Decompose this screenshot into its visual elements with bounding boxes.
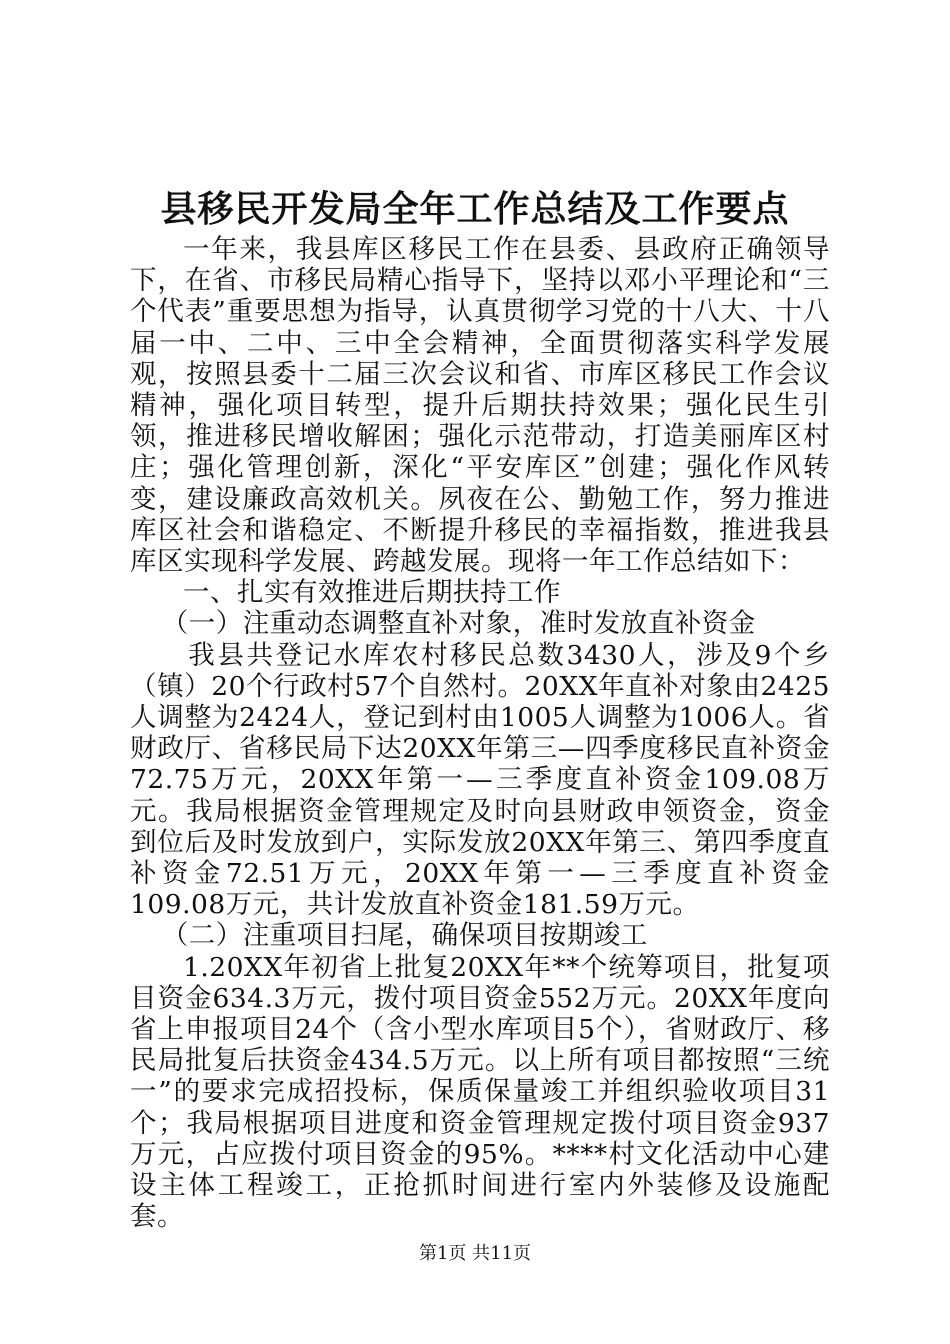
subsection-heading-1: （一）注重动态调整直补对象，准时发放直补资金	[161, 608, 756, 640]
document-title: 县移民开发局全年工作总结及工作要点	[160, 188, 790, 230]
document-body	[130, 234, 830, 1233]
subsection-1-paragraph: 我县共登记水库农村移民总数3430人，涉及9个乡（镇）20个行政村57个自然村。20XX年直补对象由2425人调整为2424人，登记到村由1005人调整为1006人。省财政厅、省移民局下达20XX年第三—四季度移民直补资金72.75万元，20XX年第一—三季度直补资金109.08万元。我局根据资金管理规定及时向县财政申领资金，资金到位后及时发放到户，实际发放20XX年第三、第四季度直补资金72.51万元，20XX年第一—三季度直补资金109.08万元，共计发放直补资金181.59万元。	[130, 639, 830, 921]
section-heading-1: 一、扎实有效推进后期扶持工作	[183, 577, 561, 609]
subsection-2-paragraph: 1.20XX年初省上批复20XX年**个统筹项目，批复项目资金634.3万元，拨付项目资金552万元。20XX年度向省上申报项目24个（含小型水库项目5个），省财政厅、移民局批复后扶资金434.5万元。以上所有项目都按照“三统一”的要求完成招投标，保质保量竣工并组织验收项目31个；我局根据项目进度和资金管理规定拨付项目资金937万元，占应拨付项目资金的95%。****村文化活动中心建设主体工程竣工，正抢抓时间进行室内外装修及设施配套。	[130, 951, 830, 1233]
intro-paragraph: 一年来，我县库区移民工作在县委、县政府正确领导下，在省、市移民局精心指导下，坚持以邓小平理论和“三个代表”重要思想为指导，认真贯彻学习党的十八大、十八届一中、二中、三中全会精神，全面贯彻落实科学发展观，按照县委十二届三次会议和省、市库区移民工作会议精神，强化项目转型，提升后期扶持效果；强化民生引领，推进移民增收解困；强化示范带动，打造美丽库区村庄；强化管理创新，深化“平安库区”创建；强化作风转变，建设廉政高效机关。夙夜在公、勤勉工作，努力推进库区社会和谐稳定、不断提升移民的幸福指数，推进我县库区实现科学发展、跨越发展。现将一年工作总结如下：	[130, 234, 830, 578]
page-footer: 第1页 共11页	[418, 1243, 532, 1264]
subsection-heading-2: （二）注重项目扫尾，确保项目按期竣工	[161, 920, 648, 952]
